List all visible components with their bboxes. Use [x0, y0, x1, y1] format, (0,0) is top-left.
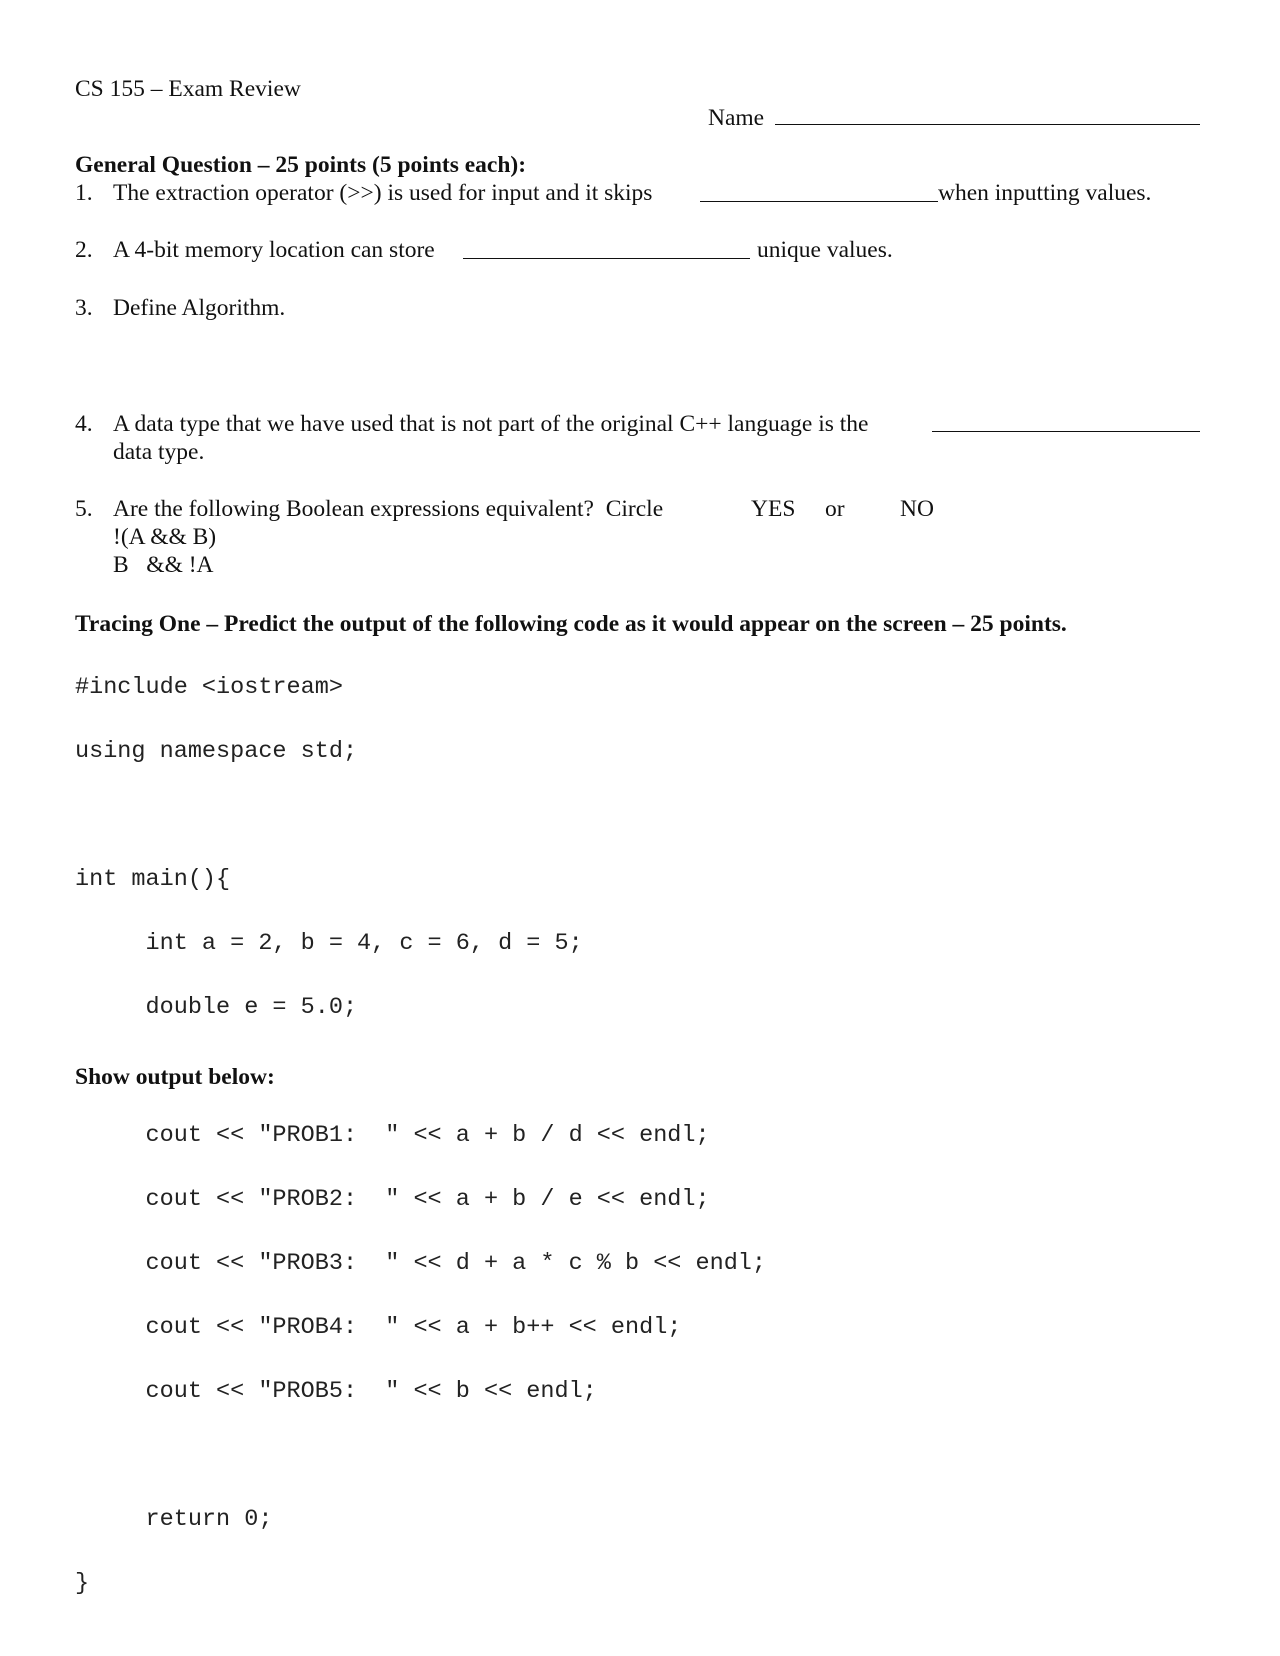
q4-text-line2: data type.	[113, 439, 205, 465]
code-line: cout << "PROB2: " << a + b / e << endl;	[75, 1186, 710, 1213]
q2-text-after: unique values.	[757, 237, 893, 263]
q5-no-option[interactable]: NO	[900, 496, 934, 522]
code-line	[75, 802, 766, 830]
q3-text: Define Algorithm.	[113, 295, 286, 321]
q5-yes-option[interactable]: YES	[751, 496, 796, 522]
code-line: cout << "PROB1: " << a + b / d << endl;	[75, 1122, 710, 1149]
output-label: Show output below:	[75, 1064, 275, 1090]
q2-blank[interactable]	[463, 238, 750, 259]
code-line: cout << "PROB4: " << a + b++ << endl;	[75, 1314, 682, 1341]
code-line: int main(){	[75, 866, 231, 893]
q1-text: The extraction operator (>>) is used for input and it skips	[113, 180, 653, 206]
code-line: }	[75, 1570, 90, 1597]
name-blank[interactable]	[775, 104, 1200, 125]
q1-number: 1.	[75, 180, 93, 206]
code-line: cout << "PROB3: " << d + a * c % b << endl;	[75, 1250, 767, 1277]
code-block	[75, 638, 766, 1616]
exam-title: CS 155 – Exam Review	[75, 76, 301, 102]
q5-expression-1: !(A && B)	[113, 524, 217, 550]
q4-number: 4.	[75, 411, 93, 437]
code-line: #include <iostream>	[75, 674, 343, 701]
q5-text: Are the following Boolean expressions equivalent? Circle	[113, 496, 664, 522]
q2-text: A 4-bit memory location can store	[113, 237, 435, 263]
code-line: double e = 5.0;	[75, 994, 358, 1021]
q2-number: 2.	[75, 237, 93, 263]
general-heading: General Question – 25 points (5 points each):	[75, 152, 527, 178]
q1-text-after: when inputting values.	[938, 180, 1152, 206]
code-line	[75, 1442, 766, 1470]
q3-number: 3.	[75, 295, 93, 321]
q4-blank[interactable]	[932, 411, 1200, 432]
q5-expression-2: B && !A	[113, 552, 214, 578]
q5-or: or	[825, 496, 845, 522]
code-line: cout << "PROB5: " << b << endl;	[75, 1378, 597, 1405]
code-line: using namespace std;	[75, 738, 358, 765]
code-line: int a = 2, b = 4, c = 6, d = 5;	[75, 930, 583, 957]
name-label: Name	[708, 105, 765, 131]
q4-text: A data type that we have used that is not part of the original C++ language is the	[113, 411, 869, 437]
q1-blank[interactable]	[700, 181, 938, 202]
code-line: return 0;	[75, 1506, 273, 1533]
tracing-heading: Tracing One – Predict the output of the following code as it would appear on the screen – 25 points.	[75, 611, 1067, 637]
q5-number: 5.	[75, 496, 93, 522]
